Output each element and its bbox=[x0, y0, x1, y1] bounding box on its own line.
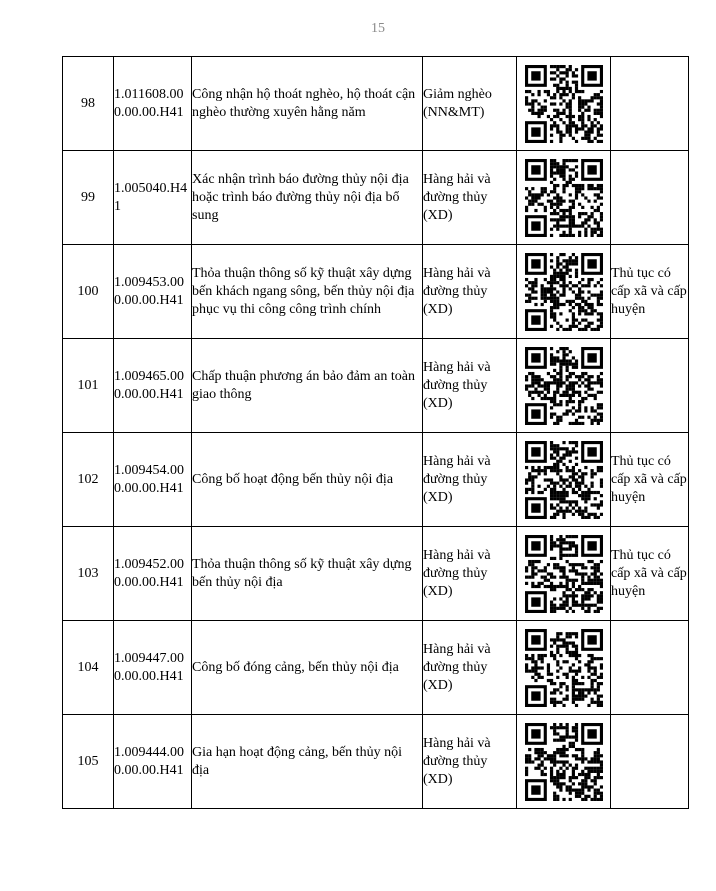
procedure-field: Hàng hải và đường thủy (XD) bbox=[423, 433, 517, 527]
procedure-field: Hàng hải và đường thủy (XD) bbox=[423, 715, 517, 809]
qr-code-icon bbox=[525, 347, 603, 425]
table-row bbox=[63, 339, 689, 433]
row-number: 102 bbox=[63, 433, 114, 527]
table-row bbox=[63, 245, 689, 339]
procedure-code: 1.009465.000.00.00.H41 bbox=[114, 339, 192, 433]
page-number: 15 bbox=[371, 21, 385, 36]
procedure-name: Công bố hoạt động bến thủy nội địa bbox=[192, 433, 423, 527]
qr-code-icon bbox=[525, 535, 603, 613]
table-row bbox=[63, 151, 689, 245]
row-number: 100 bbox=[63, 245, 114, 339]
procedure-name: Xác nhận trình báo đường thủy nội địa hoặc trình báo đường thủy nội địa bổ sung bbox=[192, 151, 423, 245]
qr-cell bbox=[517, 527, 611, 621]
procedure-note bbox=[611, 621, 689, 715]
row-number: 101 bbox=[63, 339, 114, 433]
procedure-note bbox=[611, 151, 689, 245]
procedure-field: Hàng hải và đường thủy (XD) bbox=[423, 245, 517, 339]
procedure-note: Thủ tục có cấp xã và cấp huyện bbox=[611, 245, 689, 339]
row-number: 103 bbox=[63, 527, 114, 621]
procedure-field: Hàng hải và đường thủy (XD) bbox=[423, 339, 517, 433]
qr-cell bbox=[517, 57, 611, 151]
procedure-field: Hàng hải và đường thủy (XD) bbox=[423, 527, 517, 621]
procedure-note: Thủ tục có cấp xã và cấp huyện bbox=[611, 433, 689, 527]
procedure-note bbox=[611, 715, 689, 809]
row-number: 104 bbox=[63, 621, 114, 715]
qr-cell bbox=[517, 715, 611, 809]
procedure-name: Chấp thuận phương án bảo đảm an toàn giao thông bbox=[192, 339, 423, 433]
procedure-note bbox=[611, 57, 689, 151]
table-row bbox=[63, 715, 689, 809]
procedure-field: Giảm nghèo (NN&MT) bbox=[423, 57, 517, 151]
procedure-code: 1.005040.H41 bbox=[114, 151, 192, 245]
procedure-code: 1.009453.000.00.00.H41 bbox=[114, 245, 192, 339]
qr-cell bbox=[517, 433, 611, 527]
table-row bbox=[63, 433, 689, 527]
row-number: 98 bbox=[63, 57, 114, 151]
procedure-field: Hàng hải và đường thủy (XD) bbox=[423, 151, 517, 245]
procedure-code: 1.011608.000.00.00.H41 bbox=[114, 57, 192, 151]
qr-cell bbox=[517, 245, 611, 339]
procedure-name: Thỏa thuận thông số kỹ thuật xây dựng bến thủy nội địa bbox=[192, 527, 423, 621]
qr-cell bbox=[517, 621, 611, 715]
procedure-note bbox=[611, 339, 689, 433]
row-number: 105 bbox=[63, 715, 114, 809]
qr-code-icon bbox=[525, 253, 603, 331]
procedure-field: Hàng hải và đường thủy (XD) bbox=[423, 621, 517, 715]
table-row bbox=[63, 57, 689, 151]
qr-code-icon bbox=[525, 629, 603, 707]
table-row bbox=[63, 527, 689, 621]
qr-cell bbox=[517, 339, 611, 433]
qr-cell bbox=[517, 151, 611, 245]
qr-code-icon bbox=[525, 65, 603, 143]
procedure-name: Công nhận hộ thoát nghèo, hộ thoát cận nghèo thường xuyên hằng năm bbox=[192, 57, 423, 151]
procedure-name: Thỏa thuận thông số kỹ thuật xây dựng bến khách ngang sông, bến thủy nội địa phục vụ thi công công trình chính bbox=[192, 245, 423, 339]
procedure-table bbox=[62, 56, 689, 809]
procedure-name: Công bố đóng cảng, bến thủy nội địa bbox=[192, 621, 423, 715]
qr-code-icon bbox=[525, 723, 603, 801]
table-row bbox=[63, 621, 689, 715]
procedure-note: Thủ tục có cấp xã và cấp huyện bbox=[611, 527, 689, 621]
procedure-code: 1.009444.000.00.00.H41 bbox=[114, 715, 192, 809]
qr-code-icon bbox=[525, 441, 603, 519]
procedure-code: 1.009454.000.00.00.H41 bbox=[114, 433, 192, 527]
procedure-name: Gia hạn hoạt động cảng, bến thủy nội địa bbox=[192, 715, 423, 809]
procedure-code: 1.009447.000.00.00.H41 bbox=[114, 621, 192, 715]
row-number: 99 bbox=[63, 151, 114, 245]
procedure-code: 1.009452.000.00.00.H41 bbox=[114, 527, 192, 621]
qr-code-icon bbox=[525, 159, 603, 237]
